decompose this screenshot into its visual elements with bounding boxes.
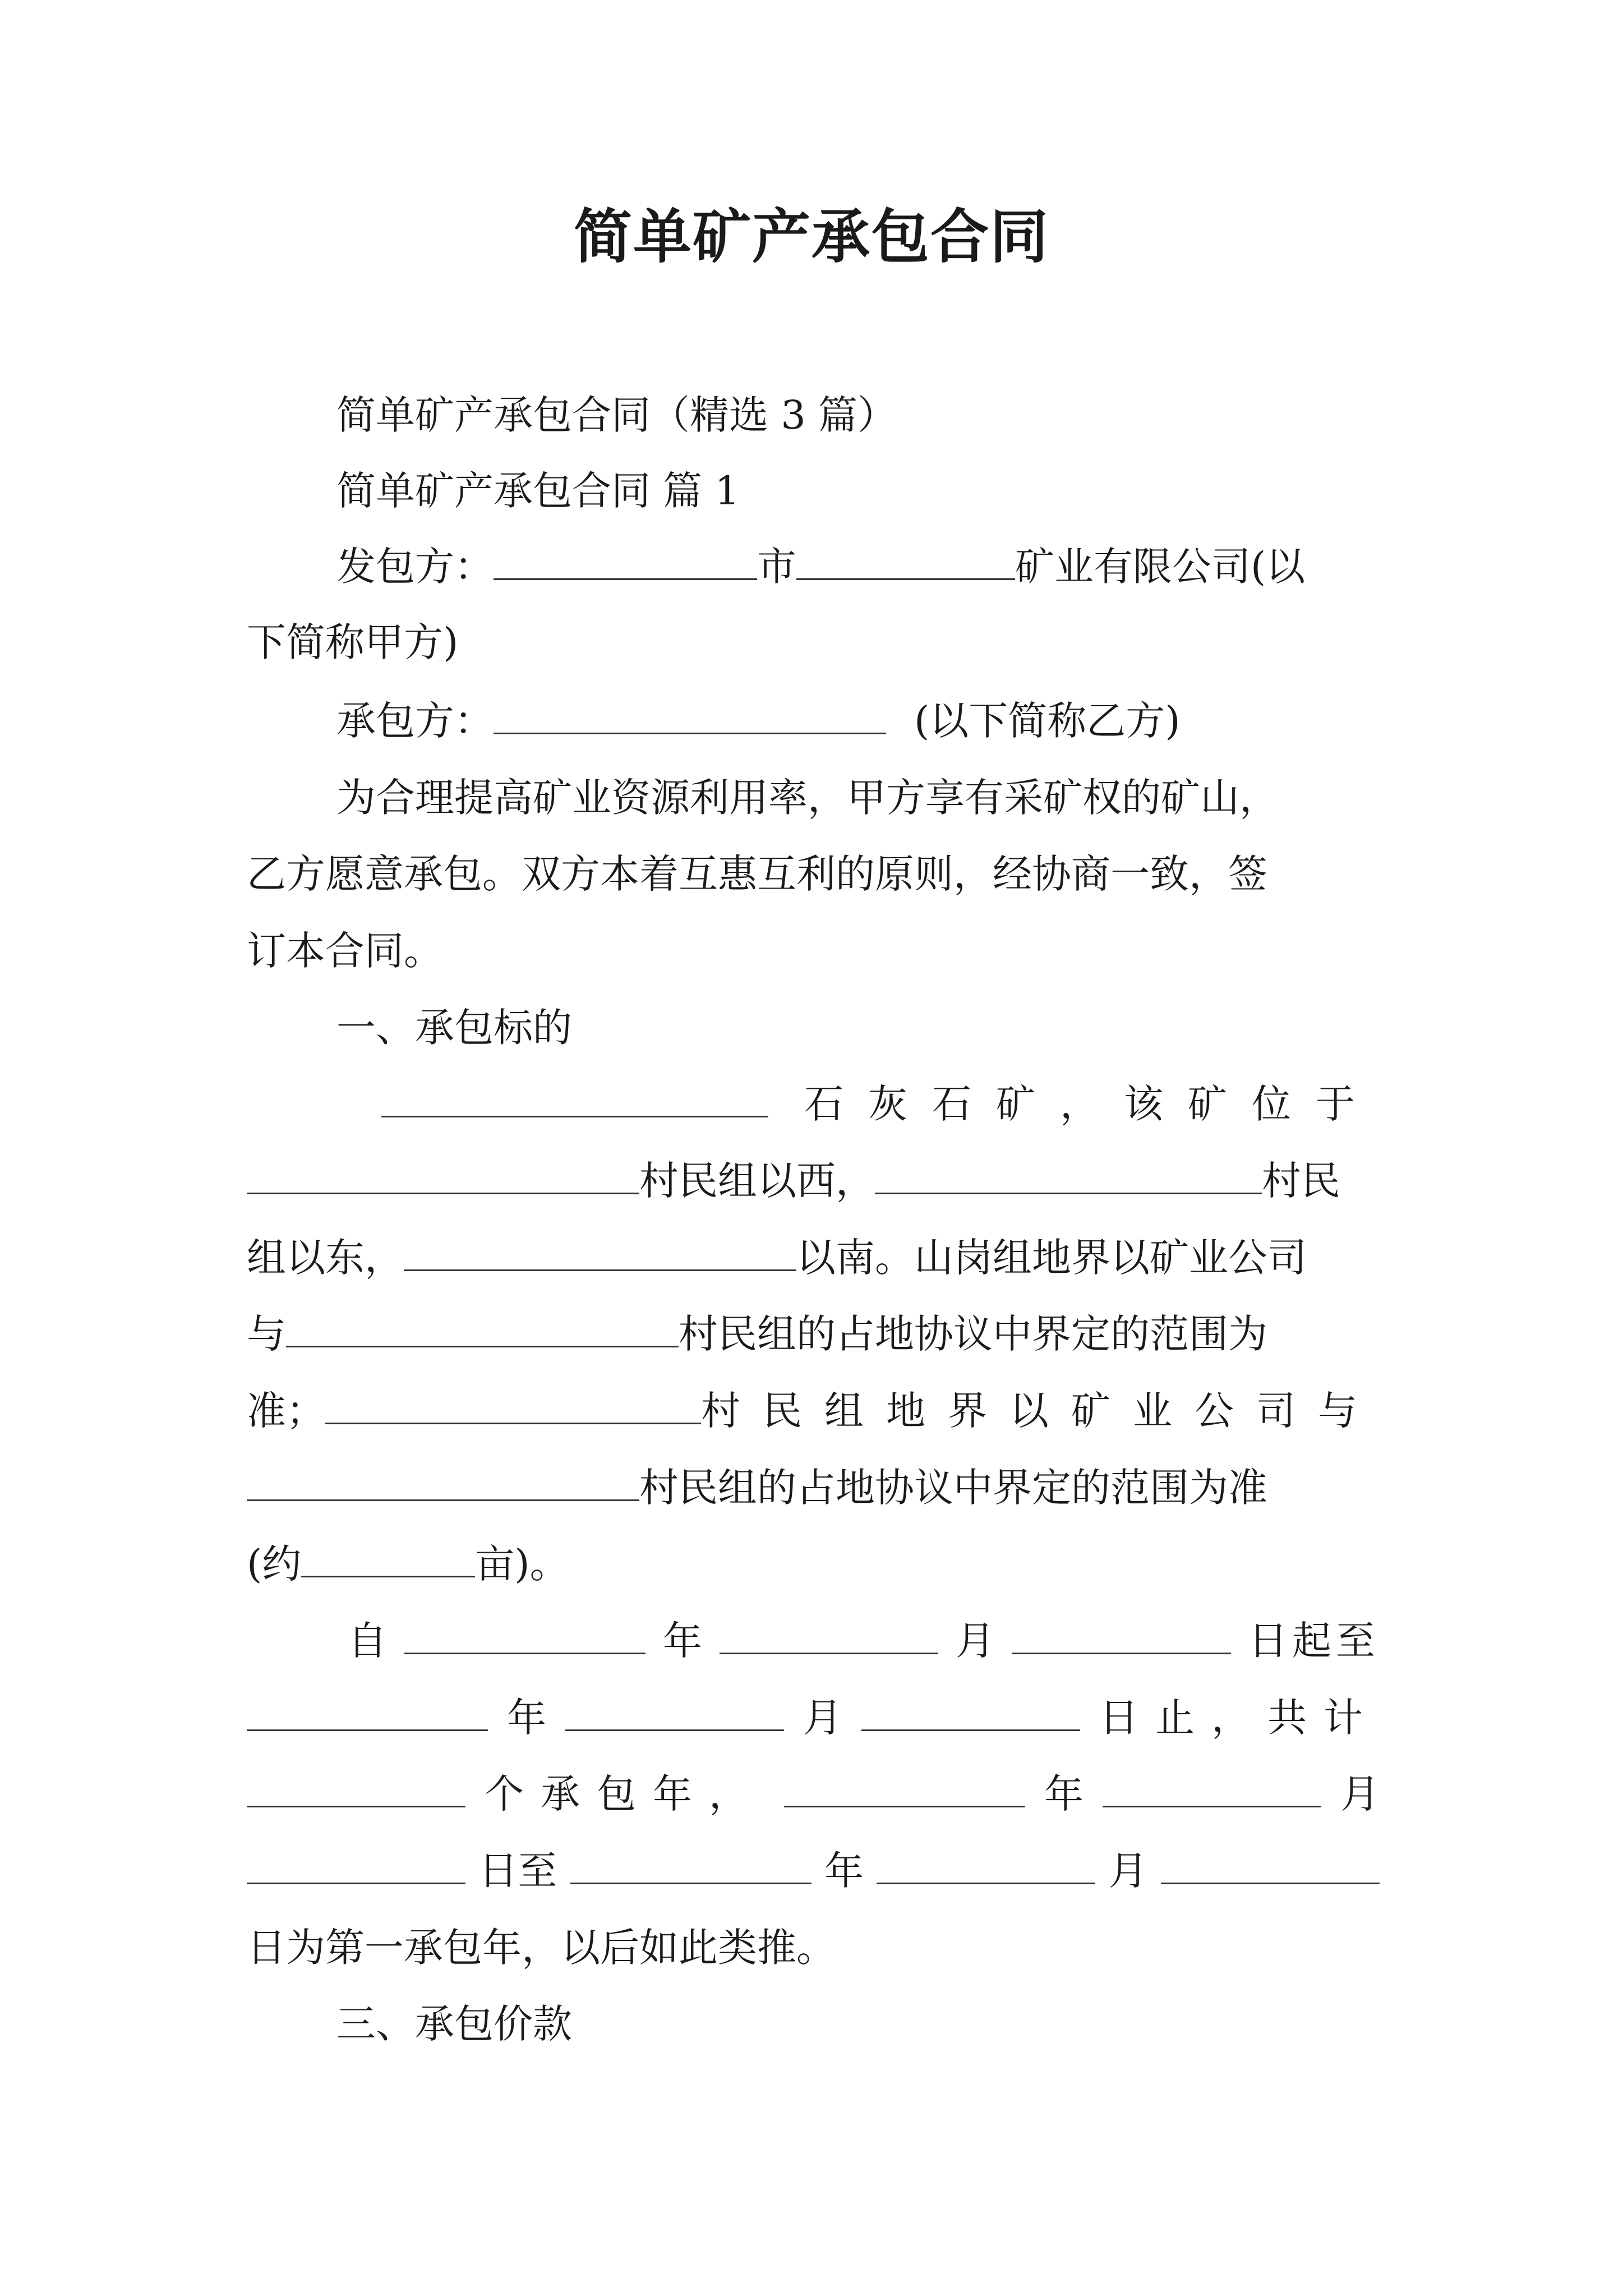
blank-field[interactable] — [247, 1153, 639, 1194]
blank-field[interactable] — [494, 693, 886, 734]
term-end: 日止，共计 — [1099, 1695, 1380, 1741]
subject-line-5 — [247, 1383, 1380, 1439]
term-year: 年 — [507, 1695, 546, 1741]
document-title: 简单矿产承包合同 — [573, 202, 1049, 271]
blank-field[interactable] — [877, 1843, 1095, 1884]
blank-field[interactable] — [1012, 1613, 1231, 1654]
heading-1: 一、承包标的 — [336, 1005, 572, 1051]
subject-text-4b: 村民组的占地协议中界定的范围为 — [679, 1311, 1267, 1357]
blank-field[interactable] — [796, 539, 1015, 580]
subject-text-6: 村民组的占地协议中界定的范围为准 — [639, 1465, 1267, 1511]
blank-field[interactable] — [247, 1690, 488, 1731]
term-line-1 — [348, 1613, 1380, 1669]
party-a-line — [336, 539, 1305, 595]
term-line-3 — [247, 1766, 1380, 1822]
subject-text-3b: 以南。山岗组地界以矿业公司 — [796, 1235, 1307, 1281]
term-month: 月 — [956, 1618, 995, 1664]
intro-line-1: 为合理提高矿业资源利用率，甲方享有采矿权的矿山， — [336, 775, 1279, 821]
party-b-label: 承包方： — [336, 698, 494, 744]
blank-field[interactable] — [404, 1613, 645, 1654]
party-a-company: 矿业有限公司(以 — [1015, 544, 1306, 590]
intro-line-3: 订本合同。 — [247, 928, 443, 974]
subject-text-1: 石灰石矿，该矿位于 — [804, 1081, 1380, 1127]
term-year: 年 — [824, 1848, 864, 1894]
subject-text-5b: 村民组地界以矿业公司与 — [701, 1388, 1380, 1434]
term-year: 年 — [1044, 1771, 1083, 1817]
subtitle: 简单矿产承包合同（精选 3 篇） — [336, 392, 897, 438]
subject-text-2a: 村民组以西， — [639, 1158, 875, 1204]
subject-text-7a: (约 — [247, 1541, 302, 1587]
party-a-label: 发包方： — [336, 544, 494, 590]
term-zi: 自 — [348, 1618, 387, 1664]
party-a-cont: 下简称甲方) — [247, 619, 459, 665]
subject-line-6 — [247, 1460, 1267, 1516]
blank-field[interactable] — [381, 1076, 768, 1117]
party-b-line — [336, 693, 1181, 749]
term-month: 月 — [1340, 1771, 1380, 1817]
heading-3: 三、承包价款 — [336, 2001, 572, 2047]
blank-field[interactable] — [494, 539, 757, 580]
term-year: 年 — [663, 1618, 702, 1664]
blank-field[interactable] — [875, 1153, 1262, 1194]
term-start: 日起至 — [1248, 1618, 1380, 1664]
blank-field[interactable] — [247, 1843, 465, 1884]
section-heading: 简单矿产承包合同 篇 1 — [336, 468, 740, 514]
subject-line-3 — [247, 1230, 1307, 1286]
term-month: 月 — [1108, 1848, 1148, 1894]
subject-line-4 — [247, 1306, 1267, 1362]
blank-field[interactable] — [247, 1460, 639, 1501]
term-day-to: 日至 — [478, 1848, 557, 1894]
blank-field[interactable] — [404, 1230, 796, 1271]
subject-text-2b: 村民 — [1262, 1158, 1340, 1204]
term-month: 月 — [803, 1695, 842, 1741]
party-b-abbr: (以下简称乙方) — [914, 698, 1181, 744]
blank-field[interactable] — [325, 1383, 701, 1424]
subject-text-7b: 亩)。 — [475, 1541, 569, 1587]
blank-field[interactable] — [784, 1766, 1025, 1807]
term-line-4 — [247, 1843, 1380, 1899]
blank-field[interactable] — [861, 1690, 1080, 1731]
blank-field[interactable] — [247, 1766, 465, 1807]
intro-line-2: 乙方愿意承包。双方本着互惠互利的原则，经协商一致，签 — [247, 851, 1267, 897]
blank-field[interactable] — [570, 1843, 811, 1884]
subject-line-7 — [247, 1536, 569, 1592]
term-line-5: 日为第一承包年，以后如此类推。 — [247, 1925, 836, 1971]
subject-line-1 — [381, 1076, 1380, 1132]
subject-text-3a: 组以东， — [247, 1235, 404, 1281]
term-count: 个承包年， — [485, 1771, 765, 1817]
subject-text-4a: 与 — [247, 1311, 286, 1357]
blank-field[interactable] — [301, 1536, 475, 1577]
party-a-city: 市 — [757, 544, 796, 590]
blank-field[interactable] — [1161, 1843, 1380, 1884]
blank-field[interactable] — [1103, 1766, 1321, 1807]
subject-text-5a: 准； — [247, 1388, 325, 1434]
blank-field[interactable] — [720, 1613, 938, 1654]
subject-line-2 — [247, 1153, 1340, 1209]
term-line-2 — [247, 1690, 1380, 1746]
blank-field[interactable] — [286, 1306, 679, 1347]
blank-field[interactable] — [565, 1690, 784, 1731]
